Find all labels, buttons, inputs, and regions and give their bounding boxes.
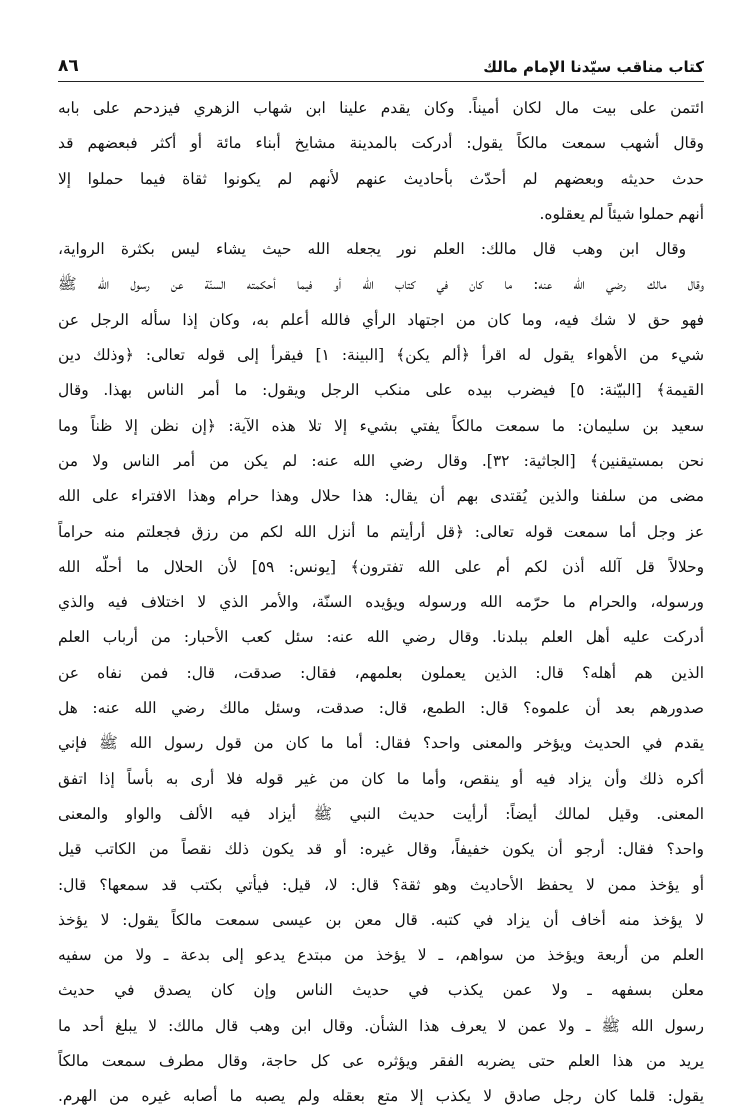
text-line: صدورهم بعد أن علموه؟ قال: الطمع، قال: صدقت، وسئل مالك رضي الله عنه: هل bbox=[58, 699, 704, 718]
header-title: كتاب مناقب سيّدنا الإمام مالك bbox=[483, 58, 704, 76]
running-header bbox=[58, 48, 704, 76]
text-line: عز وجل أما سمعت قوله تعالى: ﴿قل أرأيتم ما أنزل الله لكم من رزق فجعلتم منه حراماً bbox=[58, 522, 704, 541]
text-line: الذين هم أهله؟ قال: الذين يعملون بعلمهم، فقال: صدقت، قال: فمن نفاه عن bbox=[58, 663, 704, 682]
text-line: حدث حديثه وبعضهم لم أحدّث بأحاديث عنهم لأنهم لم يكونوا ثقاة فيما حملوا إلا bbox=[58, 169, 704, 188]
text-line: واحد؟ فقال: أرجو أن يكون خفيفاً، وقال غيره: أو قد يكون ذلك نقصاً من الكاتب قيل bbox=[58, 840, 704, 859]
text-line: أنهم حملوا شيئاً لم يعقلوه. bbox=[539, 204, 704, 223]
text-line: فهو حق لا شك فيه، وما كان من اجتهاد الرأي فالله أعلم به، وكان إذا سأله الرجل عن bbox=[58, 310, 704, 329]
text-line: يقدم في الحديث ويؤخر والمعنى واحد؟ فقال: أما ما كان من قول رسول الله ﷺ فإني bbox=[58, 734, 704, 753]
text-line: يقول: قلما كان رجل صادق لا يكذب إلا متع بعقله ولم يصبه ما أصابه غيره من الهرم. bbox=[58, 1087, 704, 1106]
text-line: لا يؤخذ منه أخاف أن يزاد في كتبه. قال معن بن عيسى سمعت مالكاً يقول: لا يؤخذ bbox=[58, 910, 704, 929]
text-line: القيمة﴾ [البيّنة: ٥] فيضرب بيده على منكب الرجل ويقول: ما أمر الناس بهذا. وقال bbox=[58, 381, 704, 400]
text-line: سعيد بن سليمان: ما سمعت مالكاً يفتي بشيء إلا تلا هذه الآية: ﴿إن نظن إلا ظناً وما bbox=[58, 416, 704, 435]
text-line: معلن بسفهه ـ ولا عمن يكذب في حديث الناس وإن كان يصدق في حديث bbox=[58, 981, 704, 1000]
page-number: ٨٦ bbox=[58, 56, 79, 76]
text-line: العلم من أربعة ويؤخذ من سواهم، ـ لا يؤخذ من مبتدع يدعو إلى بدعة ـ ولا من سفيه bbox=[58, 946, 704, 965]
text-line: وحلالاً قل آلله أذن لكم أم على الله تفترون﴾ [يونس: ٥٩] لأن الحلال ما أحلّه الله bbox=[58, 557, 704, 576]
text-line: وقال مالك رضي الله عنه: ما كان في كتاب الله أو فيما أحكمته السنّة عن رسول الله ﷺ bbox=[58, 275, 704, 294]
text-line: ورسوله، والحرام ما حرّمه الله ورسوله ويؤيده السنّة، والأمر الذي لا اختلاف فيه والذي bbox=[58, 593, 704, 612]
text-line: يريد من هذا العلم حتى يضربه الفقر ويؤثره عى كل حاجة، وقال مطرف سمعت مالكاً bbox=[58, 1052, 704, 1071]
text-line: المعنى. وقيل لمالك أيضاً: أرأيت حديث النبي ﷺ أيزاد فيه الألف والواو والمعنى bbox=[58, 804, 704, 823]
text-line: أكره ذلك وأن يزاد فيه أو ينقص، وأما ما كان من غير قوله فلا أرى به بأساً إذا اتفق bbox=[58, 769, 704, 788]
text-line: شيء من الأهواء يقول له اقرأ ﴿ألم يكن﴾ [البينة: ١] فيقرأ إلى قوله تعالى: ﴿وذلك دين bbox=[58, 346, 704, 365]
text-line: أو يؤخذ ممن لا يحفظ الأحاديث وهو ثقة؟ قال: لا، قيل: فيأتي بكتب قد سمعها؟ قال: bbox=[58, 875, 704, 894]
text-line: مضى من سلفنا والذين يُقتدى بهم أن يقال: هذا حلال وهذا حرام وهذا الافتراء على الله bbox=[58, 487, 704, 506]
text-line: وقال ابن وهب قال مالك: العلم نور يجعله الله حيث يشاء ليس بكثرة الرواية، bbox=[58, 240, 686, 259]
text-line: نحن بمستيقنين﴾ [الجاثية: ٣٢]. وقال رضي الله عنه: لم يكن من أمر الناس ولا من bbox=[58, 451, 704, 470]
body-text bbox=[58, 91, 704, 1115]
text-line: ائتمن على بيت مال لكان أميناً. وكان يقدم علينا ابن شهاب الزهري فيزدحم على بابه bbox=[58, 99, 704, 117]
text-line: وقال أشهب سمعت مالكاً يقول: أدركت بالمدينة مشايخ أبناء مائة أو أكثر فبعضهم قد bbox=[58, 134, 704, 153]
text-line: أدركت عليه أهل العلم ببلدنا. وقال رضي الله عنه: سئل كعب الأحبار: من أرباب العلم bbox=[58, 628, 704, 647]
text-line: رسول الله ﷺ ـ ولا عمن لا يعرف هذا الشأن. وقال ابن وهب قال مالك: لا يبلغ أحد ما bbox=[58, 1016, 704, 1035]
header-rule bbox=[58, 81, 704, 82]
